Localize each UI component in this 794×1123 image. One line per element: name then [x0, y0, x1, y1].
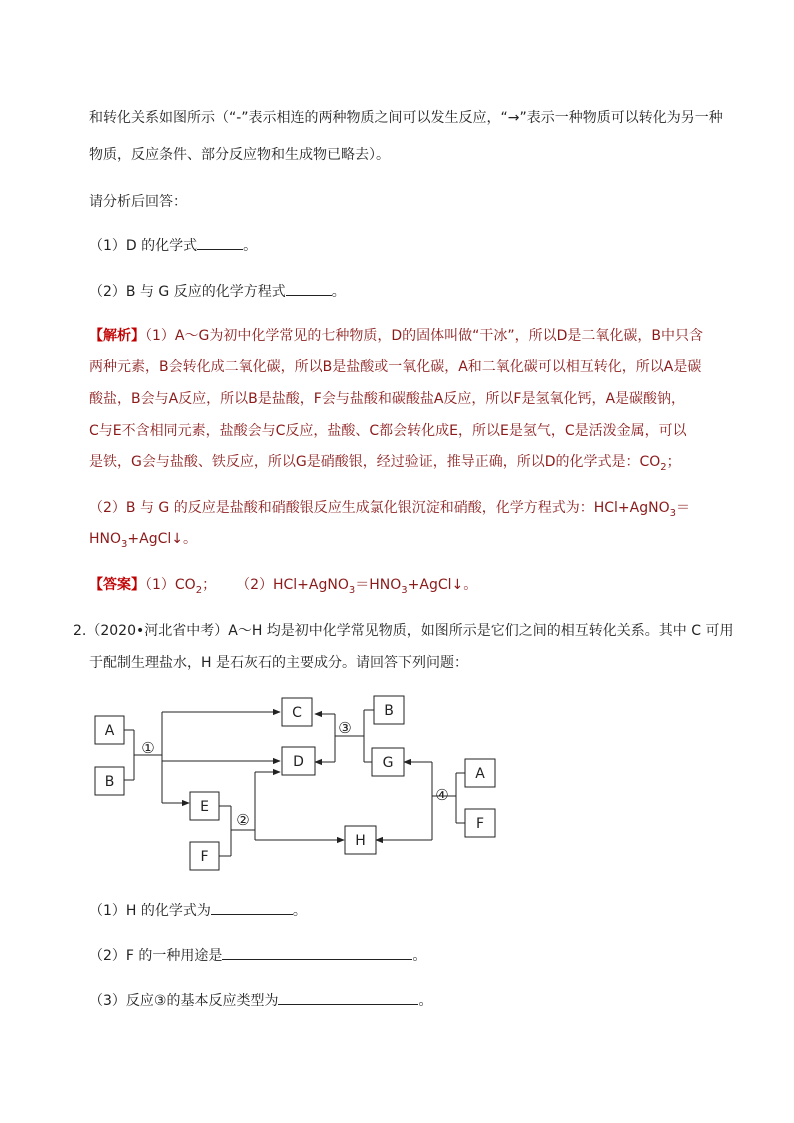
q1-sub-question-2 — [89, 281, 346, 302]
q2-sub-question-2 — [89, 945, 426, 966]
q2-sub-1-text: （1）H 的化学式为 — [89, 903, 211, 919]
q2-line-2: 于配制生理盐水，H 是石灰石的主要成分。请回答下列问题： — [89, 655, 468, 671]
q2-sub-2-period: 。 — [412, 948, 427, 964]
q2-sub-3-text: （3）反应③的基本反应类型为 — [89, 993, 279, 1009]
q2-answer-blank-2[interactable] — [222, 945, 412, 960]
q2-answer-blank-1[interactable] — [211, 900, 293, 915]
q1-intro-line-1: 和转化关系如图所示（“-”表示相连的两种物质之间可以发生反应，“→”表示一种物质可以转化为另一种 — [89, 110, 723, 126]
q2-sub-3-period: 。 — [418, 993, 433, 1009]
analysis-line-1-text: （1）A～G为初中化学常见的七种物质，D的固体叫做“干冰”，所以D是二氧化碳，B中只含 — [145, 328, 704, 344]
analysis-line-5-subscript: 2 — [660, 461, 667, 473]
q2-sub-1-period: 。 — [292, 903, 307, 919]
q1-sub-question-1 — [89, 235, 257, 256]
analysis-line-3: 酸盐，B会与A反应，所以B是盐酸，F会与盐酸和碳酸盐A反应，所以F是氢氧化钙，A是碳酸钠， — [89, 391, 686, 407]
analysis-line-4: C与E不含相同元素，盐酸会与C反应，盐酸、C都会转化成E，所以E是氢气，C是活泼金属，可以 — [89, 423, 687, 439]
q1-prompt: 请分析后回答： — [89, 194, 187, 210]
box-b-right-label: B — [384, 703, 394, 719]
q1-answer-blank-2[interactable] — [286, 281, 332, 296]
answer-part-2-subscript-2: 3 — [401, 584, 408, 596]
answer-part-2-end: +AgCl↓。 — [407, 577, 478, 593]
analysis-line-2: 两种元素，B会转化成二氧化碳，所以B是盐酸或一氧化碳，A和二氧化碳可以相互转化，所以A是碳 — [89, 359, 702, 375]
box-b-left-label: B — [104, 774, 115, 790]
box-g-label: G — [382, 755, 394, 771]
q2-sub-question-1 — [89, 900, 307, 921]
analysis-line-6-end: ＝ — [675, 500, 690, 516]
reaction-diagram — [0, 685, 794, 885]
analysis-line-5 — [89, 452, 681, 478]
box-e-label: E — [200, 799, 209, 815]
analysis-line-5-end: ； — [666, 454, 681, 470]
analysis-line-7-subscript: 3 — [121, 538, 128, 550]
q1-sub-1-text: （1）D 的化学式 — [89, 238, 198, 254]
reaction-3-label: ③ — [338, 719, 352, 737]
analysis-line-6-text: （2）B 与 G 的反应是盐酸和硝酸银反应生成氯化银沉淀和硝酸，化学方程式为：HCl+AgNO — [89, 500, 670, 516]
q2-sub-question-3 — [89, 990, 432, 1011]
analysis-tag: 【解析】 — [89, 328, 145, 344]
box-d-label: D — [293, 754, 304, 770]
q1-answer-blank-1[interactable] — [197, 235, 243, 250]
box-f-left-label: F — [200, 849, 209, 865]
analysis-line-7 — [89, 529, 197, 555]
q1-sub-2-text: （2）B 与 G 反应的化学方程式 — [89, 284, 286, 300]
box-f-right-label: F — [475, 816, 485, 832]
analysis-line-6-subscript: 3 — [669, 507, 676, 519]
q2-line-1: 2.（2020•河北省中考）A～H 均是初中化学常见物质，如图所示是它们之间的相互转化关系。其中 C 可用 — [73, 623, 734, 639]
answer-line — [89, 575, 477, 601]
box-h-label: H — [355, 833, 366, 849]
analysis-line-1 — [89, 326, 703, 346]
q2-answer-blank-3[interactable] — [278, 990, 418, 1005]
analysis-line-6 — [89, 498, 690, 524]
reaction-2-label: ② — [236, 811, 250, 829]
reaction-1-label: ① — [141, 739, 155, 757]
answer-part-1: （1）CO — [145, 577, 196, 593]
q1-sub-2-period: 。 — [331, 284, 346, 300]
analysis-line-7-a: HNO — [89, 531, 122, 547]
q1-intro-line-2: 物质，反应条件、部分反应物和生成物已略去）。 — [89, 147, 390, 163]
analysis-line-7-b: +AgCl↓。 — [127, 531, 197, 547]
box-a-right-label: A — [475, 766, 485, 782]
box-c-label: C — [292, 705, 302, 721]
analysis-line-5-text: 是铁，G会与盐酸、铁反应，所以G是硝酸银，经过验证，推导正确，所以D的化学式是：CO — [89, 454, 661, 470]
box-a-left-label: A — [104, 723, 115, 739]
q1-sub-1-period: 。 — [243, 238, 258, 254]
q2-sub-2-text: （2）F 的一种用途是 — [89, 948, 223, 964]
answer-tag: 【答案】 — [89, 577, 145, 593]
answer-part-1-subscript: 2 — [195, 584, 203, 596]
answer-part-2-subscript-1: 3 — [348, 584, 356, 596]
answer-part-2-mid: ＝HNO — [355, 577, 402, 593]
reaction-4-label: ④ — [435, 786, 449, 804]
answer-part-1-end: ； — [202, 577, 217, 593]
answer-part-2: （2）HCl+AgNO — [236, 577, 349, 593]
